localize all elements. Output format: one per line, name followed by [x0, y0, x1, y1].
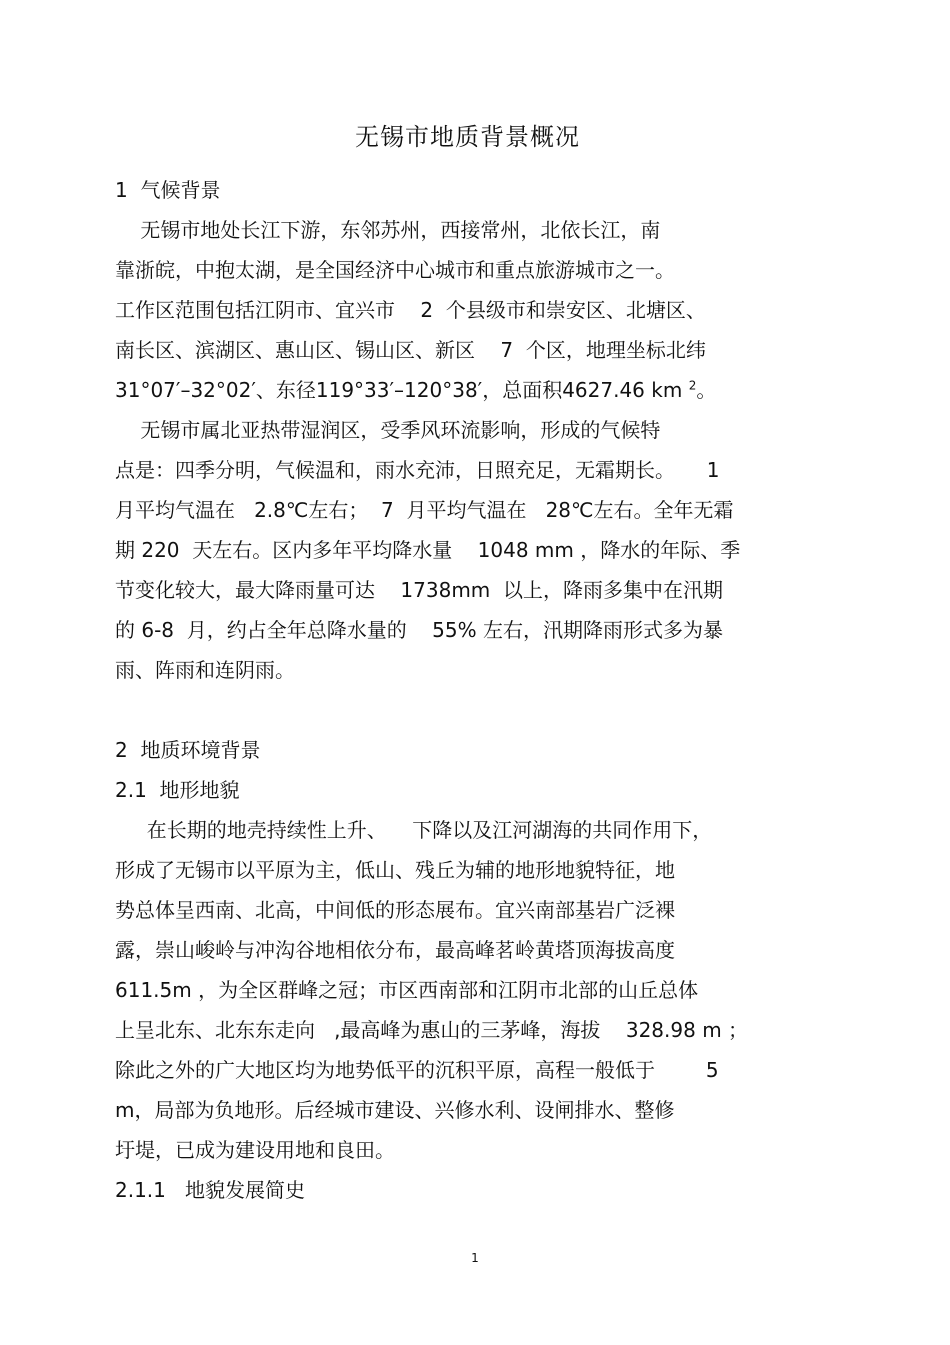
document-title: 无锡市地质背景概况: [355, 123, 580, 151]
subsubsection-heading-history: 2.1.1 地貌发展简史: [115, 1178, 305, 1202]
text-line: 形成了无锡市以平原为主，低山、残丘为辅的地形地貌特征，地: [115, 858, 675, 882]
text-line: 月平均气温在 2.8℃左右； 7 月平均气温在 28℃左右。全年无霜: [115, 498, 734, 522]
text-line: 除此之外的广大地区均为地势低平的沉积平原，高程一般低于 5: [115, 1058, 719, 1082]
text-line: 上呈北东、北东东走向 ,最高峰为惠山的三茅峰，海拔 328.98 m ；: [115, 1018, 749, 1042]
section-heading-climate: 1 气候背景: [115, 178, 221, 202]
text-line: 期 220 天左右。区内多年平均降水量 1048 mm ，降水的年际、季: [115, 538, 741, 562]
text-line: 节变化较大，最大降雨量可达 1738mm 以上，降雨多集中在汛期: [115, 578, 724, 602]
text-line: 的 6-8 月，约占全年总降水量的 55% 左右，汛期降雨形式多为暴: [115, 618, 723, 642]
subsection-heading-landform: 2.1 地形地貌: [115, 778, 240, 802]
text-line: 势总体呈西南、北高，中间低的形态展布。宜兴南部基岩广泛裸: [115, 898, 675, 922]
text-line: 611.5m ，为全区群峰之冠；市区西南部和江阴市北部的山丘总体: [115, 978, 699, 1002]
page-number: 1: [471, 1251, 479, 1265]
text-line: 露，崇山峻岭与冲沟谷地相依分布，最高峰茗岭黄塔顶海拔高度: [115, 938, 675, 962]
text-line: 雨、阵雨和连阴雨。: [115, 658, 295, 682]
text-line: 工作区范围包括江阴市、宜兴市 2 个县级市和崇安区、北塘区、: [115, 298, 706, 322]
section-heading-geology: 2 地质环境背景: [115, 738, 261, 762]
text-line: 圩堤，已成为建设用地和良田。: [115, 1138, 395, 1162]
text-line: m，局部为负地形。后经城市建设、兴修水利、设闸排水、整修: [115, 1098, 675, 1122]
text-line: 南长区、滨湖区、惠山区、锡山区、新区 7 个区，地理坐标北纬: [115, 338, 706, 362]
coordinates-text: 31°07′–32°02′、东径119°33′–120°38′，总面积4627.46 km: [115, 378, 689, 402]
superscript-exponent: 2: [688, 378, 697, 393]
text-line: 在长期的地壳持续性上升、 下降以及江河湖海的共同作用下，: [115, 818, 713, 842]
text-line: 无锡市地处长江下游，东邻苏州，西接常州，北依长江，南: [115, 218, 661, 242]
text-line: 无锡市属北亚热带湿润区，受季风环流影响，形成的气候特: [115, 418, 661, 442]
sentence-end: 。: [696, 378, 717, 402]
text-line: 点是：四季分明，气候温和，雨水充沛，日照充足，无霜期长。 1: [115, 458, 720, 482]
text-line: 靠浙皖，中抱太湖，是全国经济中心城市和重点旅游城市之一。: [115, 258, 675, 282]
text-line-coordinates: [115, 376, 716, 404]
